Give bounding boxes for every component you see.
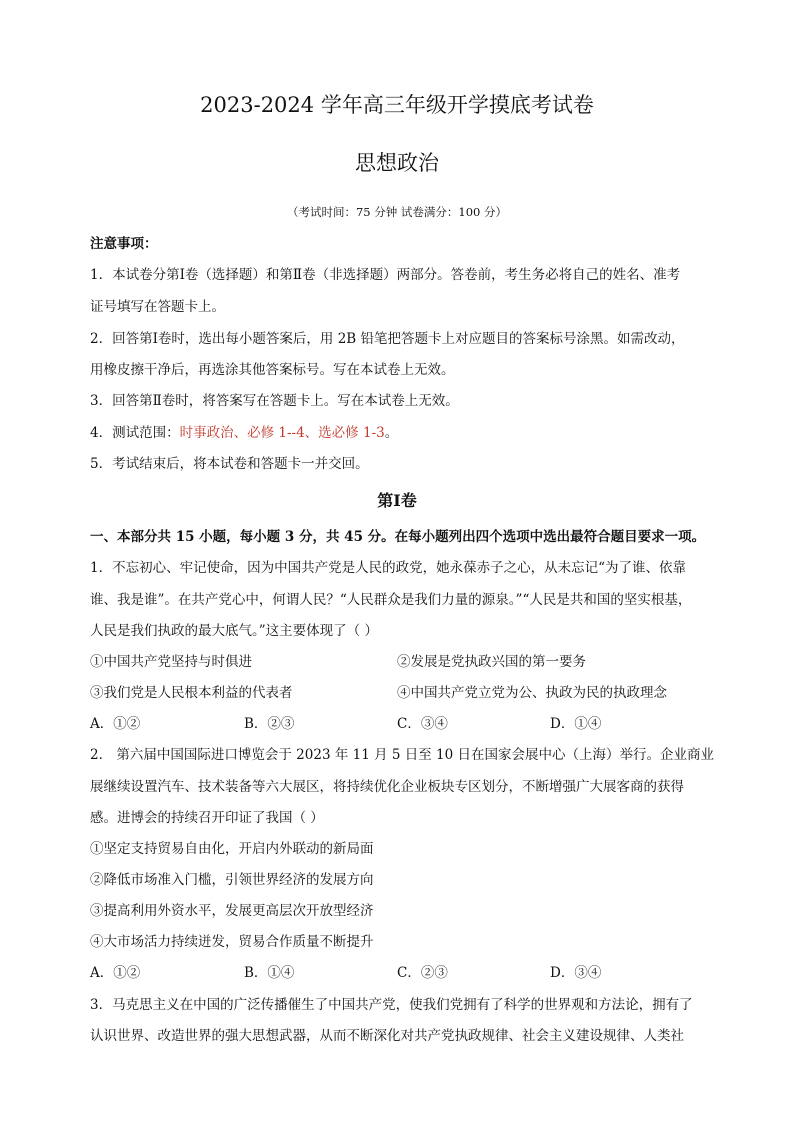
notice-heading: 注意事项： bbox=[90, 236, 158, 252]
notice-item-4 bbox=[90, 421, 398, 441]
q1-statement-2: ②发展是党执政兴国的第一要务 bbox=[397, 654, 586, 670]
q2-stem-line-3: 感。进博会的持续召开印证了我国（ ） bbox=[90, 810, 324, 826]
q1-option-a: A．①② bbox=[90, 716, 141, 732]
notice-item-1-line-2: 证号填写在答题卡上。 bbox=[90, 299, 225, 315]
q1-stem-line-3: 人民是我们执政的最大底气。”这主要体现了（ ） bbox=[90, 623, 378, 639]
exam-meta: （考试时间：75 分钟 试卷满分：100 分） bbox=[286, 205, 508, 219]
exam-subject: 思想政治 bbox=[355, 151, 439, 175]
notice-item-4-prefix: 4．测试范围： bbox=[90, 425, 180, 441]
q2-stem-line-2: 展继续设置汽车、技术装备等六大展区，将持续优化企业板块专区划分，不断增强广大展客商的获得 bbox=[90, 779, 684, 795]
q2-option-a: A．①② bbox=[90, 965, 141, 981]
q1-option-d: D．①④ bbox=[550, 716, 602, 732]
q2-statement-1: ①坚定支持贸易自由化，开启内外联动的新局面 bbox=[90, 841, 374, 857]
q2-stem-line-1: 2． 第六届中国国际进口博览会于 2023 年 11 月 5 日至 10 日在国家会展中心（上海）举行。企业商业 bbox=[90, 747, 715, 763]
q1-statement-1: ①中国共产党坚持与时俱进 bbox=[90, 654, 252, 670]
notice-item-2-line-1: 2．回答第Ⅰ卷时，选出每小题答案后，用 2B 铅笔把答题卡上对应题目的答案标号涂黑。如需改动， bbox=[90, 331, 685, 347]
q2-option-d: D．③④ bbox=[550, 965, 602, 981]
q1-statement-4: ④中国共产党立党为公、执政为民的执政理念 bbox=[397, 685, 667, 701]
q1-stem-line-2: 谁、我是谁”。在共产党心中，何谓人民？“人民群众是我们力量的源泉。”“人民是共和国的坚实根基， bbox=[90, 592, 692, 608]
section-title: 第Ⅰ卷 bbox=[377, 491, 417, 510]
q1-statement-3: ③我们党是人民根本利益的代表者 bbox=[90, 685, 293, 701]
q2-statement-4: ④大市场活力持续迸发，贸易合作质量不断提升 bbox=[90, 934, 374, 950]
notice-item-4-suffix: 。 bbox=[384, 425, 399, 441]
q2-option-c: C．②③ bbox=[397, 965, 448, 981]
exam-title: 2023-2024 学年高三年级开学摸底考试卷 bbox=[200, 93, 594, 117]
q1-stem-line-1: 1．不忘初心、牢记使命，因为中国共产党是人民的政党，她永葆赤子之心，从未忘记“为了谁、依靠 bbox=[90, 560, 686, 576]
q3-stem-line-2: 认识世界、改造世界的强大思想武器，从而不断深化对共产党执政规律、社会主义建设规律、人类社 bbox=[90, 1028, 684, 1044]
notice-item-2-line-2: 用橡皮擦干净后，再选涂其他答案标号。写在本试卷上无效。 bbox=[90, 362, 455, 378]
q3-stem-line-1: 3．马克思主义在中国的广泛传播催生了中国共产党，使我们党拥有了科学的世界观和方法论，拥有了 bbox=[90, 997, 693, 1013]
q2-statement-3: ③提高利用外资水平，发展更高层次开放型经济 bbox=[90, 903, 374, 919]
q1-option-b: B．②③ bbox=[244, 716, 295, 732]
test-scope: 时事政治、必修 1--4、选必修 1-3 bbox=[179, 425, 385, 441]
q1-option-c: C．③④ bbox=[397, 716, 448, 732]
notice-item-5: 5．考试结束后，将本试卷和答题卡一并交回。 bbox=[90, 456, 369, 472]
notice-item-1-line-1: 1．本试卷分第Ⅰ卷（选择题）和第Ⅱ卷（非选择题）两部分。答卷前，考生务必将自己的姓名、准考 bbox=[90, 267, 681, 283]
notice-item-3: 3．回答第Ⅱ卷时，将答案写在答题卡上。写在本试卷上无效。 bbox=[90, 393, 459, 409]
q2-statement-2: ②降低市场准入门槛，引领世界经济的发展方向 bbox=[90, 872, 374, 888]
q2-option-b: B．①④ bbox=[244, 965, 295, 981]
section-instruction: 一、本部分共 15 小题，每小题 3 分，共 45 分。在每小题列出四个选项中选出最符合题目要求一项。 bbox=[90, 529, 706, 545]
